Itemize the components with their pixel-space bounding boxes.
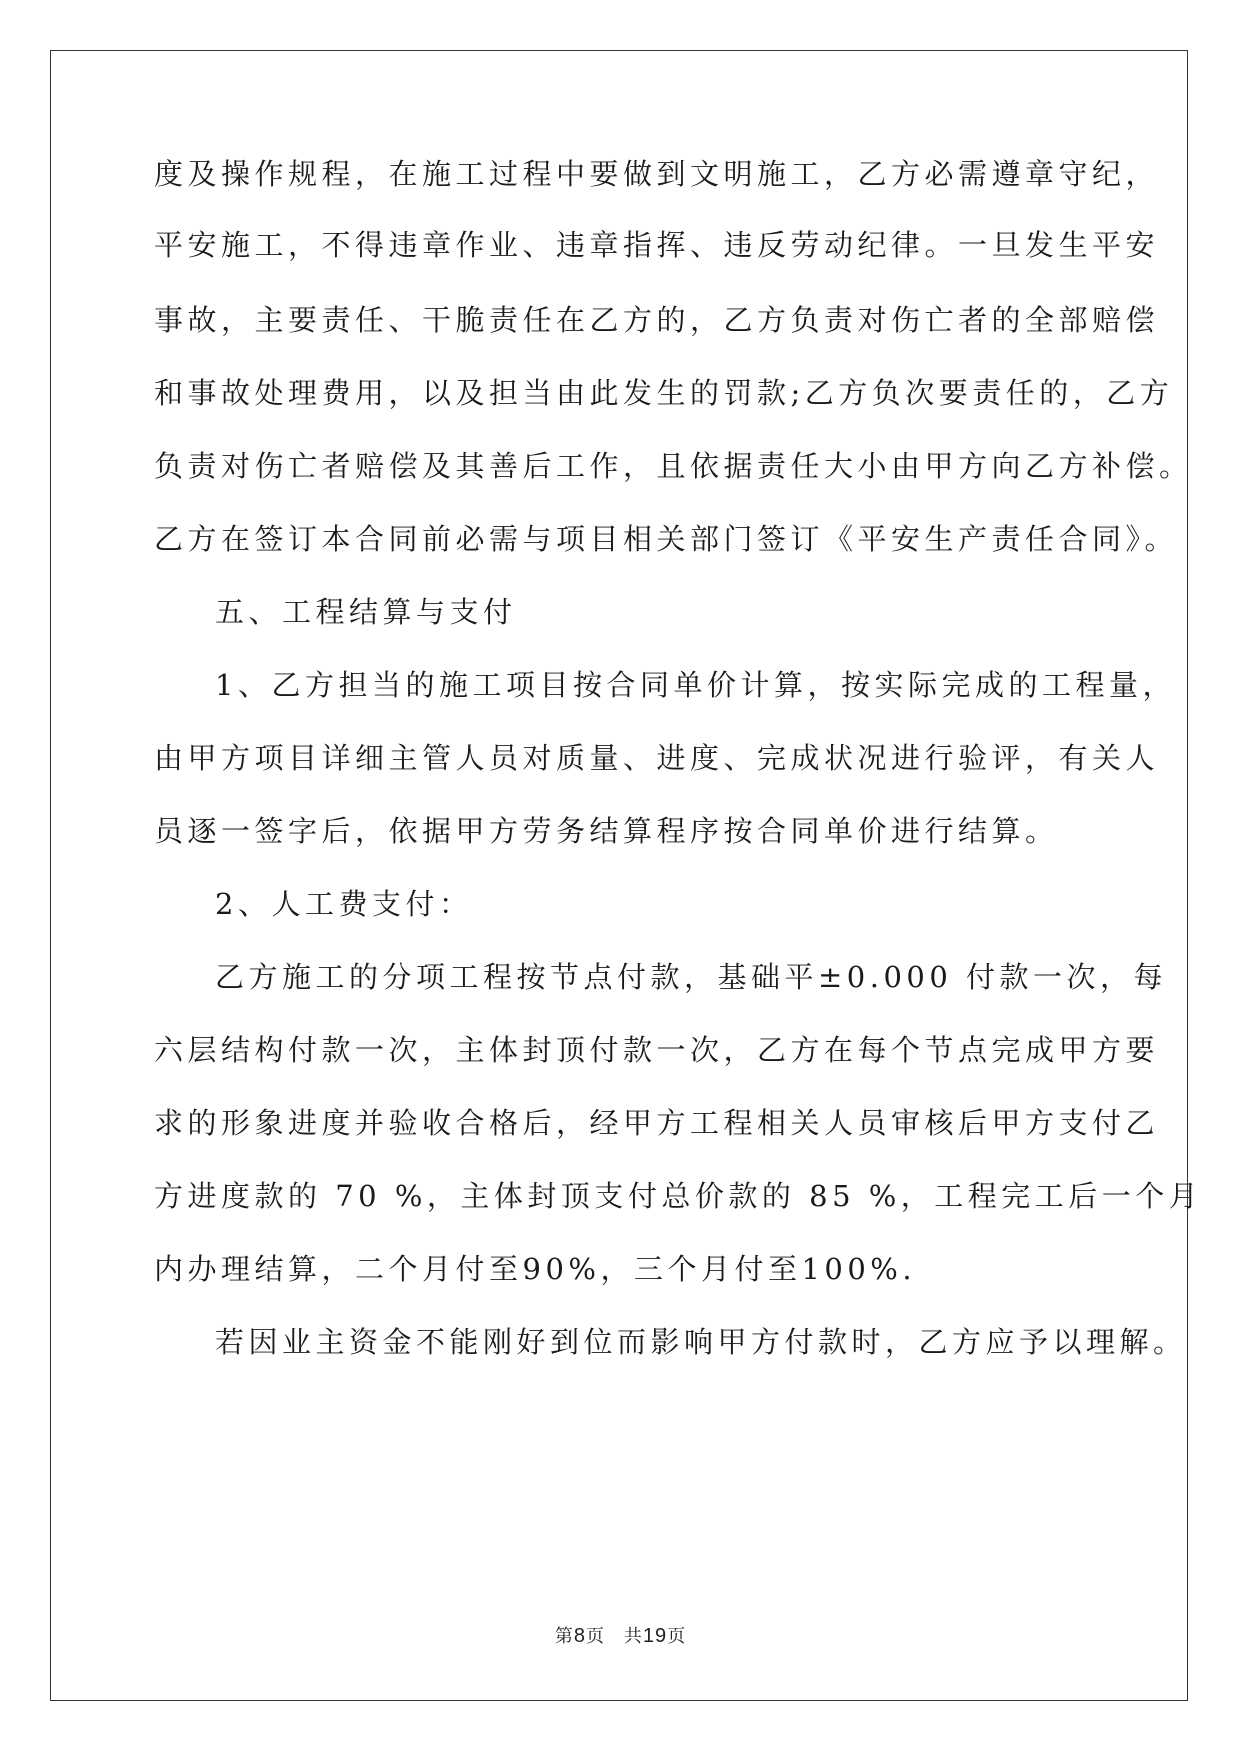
text-line: 求的形象进度并验收合格后，经甲方工程相关人员审核后甲方支付乙 [154, 1106, 1160, 1140]
page-footer [0, 1622, 1241, 1648]
text-line: 度及操作规程，在施工过程中要做到文明施工，乙方必需遵章守纪， [154, 157, 1160, 191]
text-line: 1、乙方担当的施工项目按合同单价计算，按实际完成的工程量， [215, 668, 1176, 702]
subsection-heading: 2、人工费支付： [215, 887, 473, 921]
text-line: 事故，主要责任、干脆责任在乙方的，乙方负责对伤亡者的全部赔偿 [154, 303, 1160, 337]
footer-suffix: 页 [667, 1626, 687, 1647]
text-line: 由甲方项目详细主管人员对质量、进度、完成状况进行验评，有关人 [154, 741, 1160, 775]
text-line: 若因业主资金不能刚好到位而影响甲方付款时，乙方应予以理解。 [215, 1325, 1187, 1359]
text-line: 六层结构付款一次，主体封顶付款一次，乙方在每个节点完成甲方要 [154, 1033, 1160, 1067]
footer-mid: 页 共 [585, 1626, 643, 1647]
text-line: 平安施工，不得违章作业、违章指挥、违反劳动纪律。一旦发生平安 [154, 228, 1160, 262]
text-line: 负责对伤亡者赔偿及其善后工作，且依据责任大小由甲方向乙方补偿。 [154, 449, 1193, 483]
current-page-number: 8 [573, 1625, 586, 1647]
footer-prefix: 第 [554, 1626, 574, 1647]
text-line: 内办理结算，二个月付至90%，三个月付至100%. [154, 1252, 917, 1286]
text-line: 和事故处理费用，以及担当由此发生的罚款;乙方负次要责任的，乙方 [154, 376, 1174, 410]
text-line: 员逐一签字后，依据甲方劳务结算程序按合同单价进行结算。 [154, 814, 1059, 848]
text-line: 乙方施工的分项工程按节点付款，基础平±0.000 付款一次，每 [215, 960, 1168, 994]
section-heading: 五、工程结算与支付 [215, 595, 517, 629]
page-border [50, 50, 1188, 1701]
text-line: 乙方在签订本合同前必需与项目相关部门签订《平安生产责任合同》。 [154, 522, 1179, 556]
text-line: 方进度款的 70 %，主体封顶支付总价款的 85 %，工程完工后一个月 [154, 1179, 1203, 1213]
total-page-count: 19 [642, 1625, 668, 1647]
